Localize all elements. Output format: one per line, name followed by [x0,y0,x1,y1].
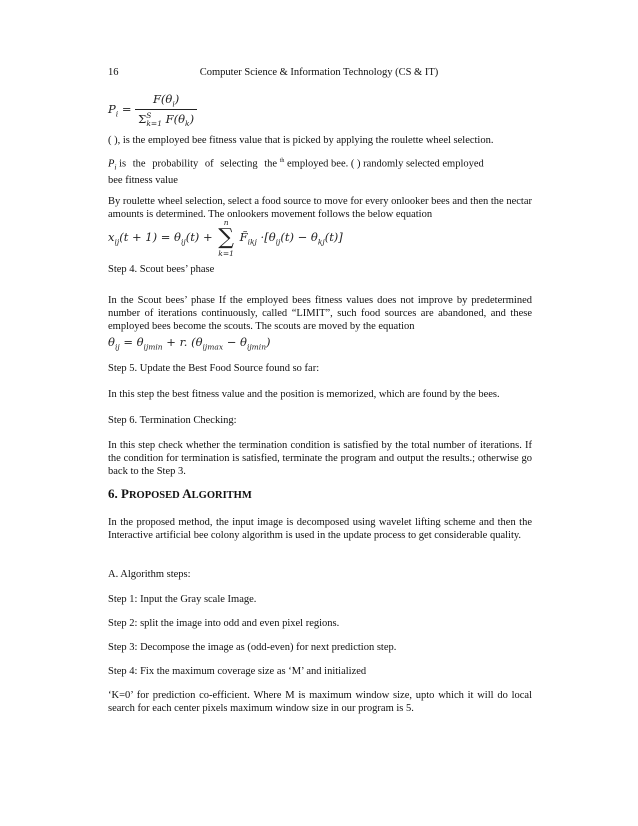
paragraph: In this step check whether the termination condition is satisfied by the total number of iterations. If the condition for termination is satisfied, terminate the program and output the results.; otherwise go back to the Step 3. [108,440,532,477]
step-label: Step 5. Update the Best Food Source found so far: [108,363,320,374]
paragraph: In the proposed method, the input image is decomposed using wavelet lifting scheme and then the Interactive artificial bee colony algorithm is used in the update process to get considerable quality. [108,517,532,541]
step-label: Step 6. Termination Checking: [108,415,237,426]
paragraph: In the Scout bees’ phase If the employed bees fitness values does not improve by predetermined number of iterations continuously, called “LIMIT”, such food sources are abandoned, and these employed bees become the scouts. The scouts are moved by the equation [108,295,532,332]
journal-title: Computer Science & Information Technology (CS & IT) [199,67,439,78]
algorithm-step: Step 2: split the image into odd and even pixel regions. [108,618,340,629]
paragraph: In this step the best fitness value and the position is memorized, which are found by the bees. [108,389,500,400]
page-number: 16 [108,67,119,78]
paragraph: $P_i$ is the probability of selecting the $^{th}$ employed bee. ( ) randomly selected employed bee fitness value [108,158,484,186]
algorithm-step: Step 3: Decompose the image as (odd-even) for next prediction step. [108,642,397,653]
paragraph: ‘K=0’ for prediction co-efficient. Where M is maximum window size, upto which it will do local search for each center pixels maximum window size in our program is 5. [108,690,532,714]
algorithm-step: Step 1: Input the Gray scale Image. [108,594,257,605]
step-label: Step 4. Scout bees’ phase [108,264,215,275]
equation-selection-probability: $P_i$ = $\frac{F(\theta_i)}{\Sigma^S_{k=1} F(\theta_k)}$ [108,92,197,128]
equation-scout-movement: $\theta_{ij} = \theta_{ijmin} + r$. $(\theta_{ijmax} - \theta_{ijmin})$ [108,335,271,352]
algorithm-step: Step 4: Fix the maximum coverage size as ‘M’ and initialized [108,666,367,677]
section-heading: 6. PROPOSED ALGORITHM [108,486,252,501]
paragraph: ( ), is the employed bee fitness value that is picked by applying the roulette wheel selection. [108,135,494,146]
paragraph: By roulette wheel selection, select a food source to move for every onlooker bees and then the nectar amounts is determined. The onlookers movement follows the below equation [108,196,532,220]
equation-onlooker-movement: $x_{ij}(t + 1) = \theta_{ij}(t)$ + n ∑ k=1 $F̃_{ikj} \cdot[\theta_{ij}(t) - \theta_{kj}(t)]$ [108,218,343,258]
subheading: A. Algorithm steps: [108,569,191,580]
